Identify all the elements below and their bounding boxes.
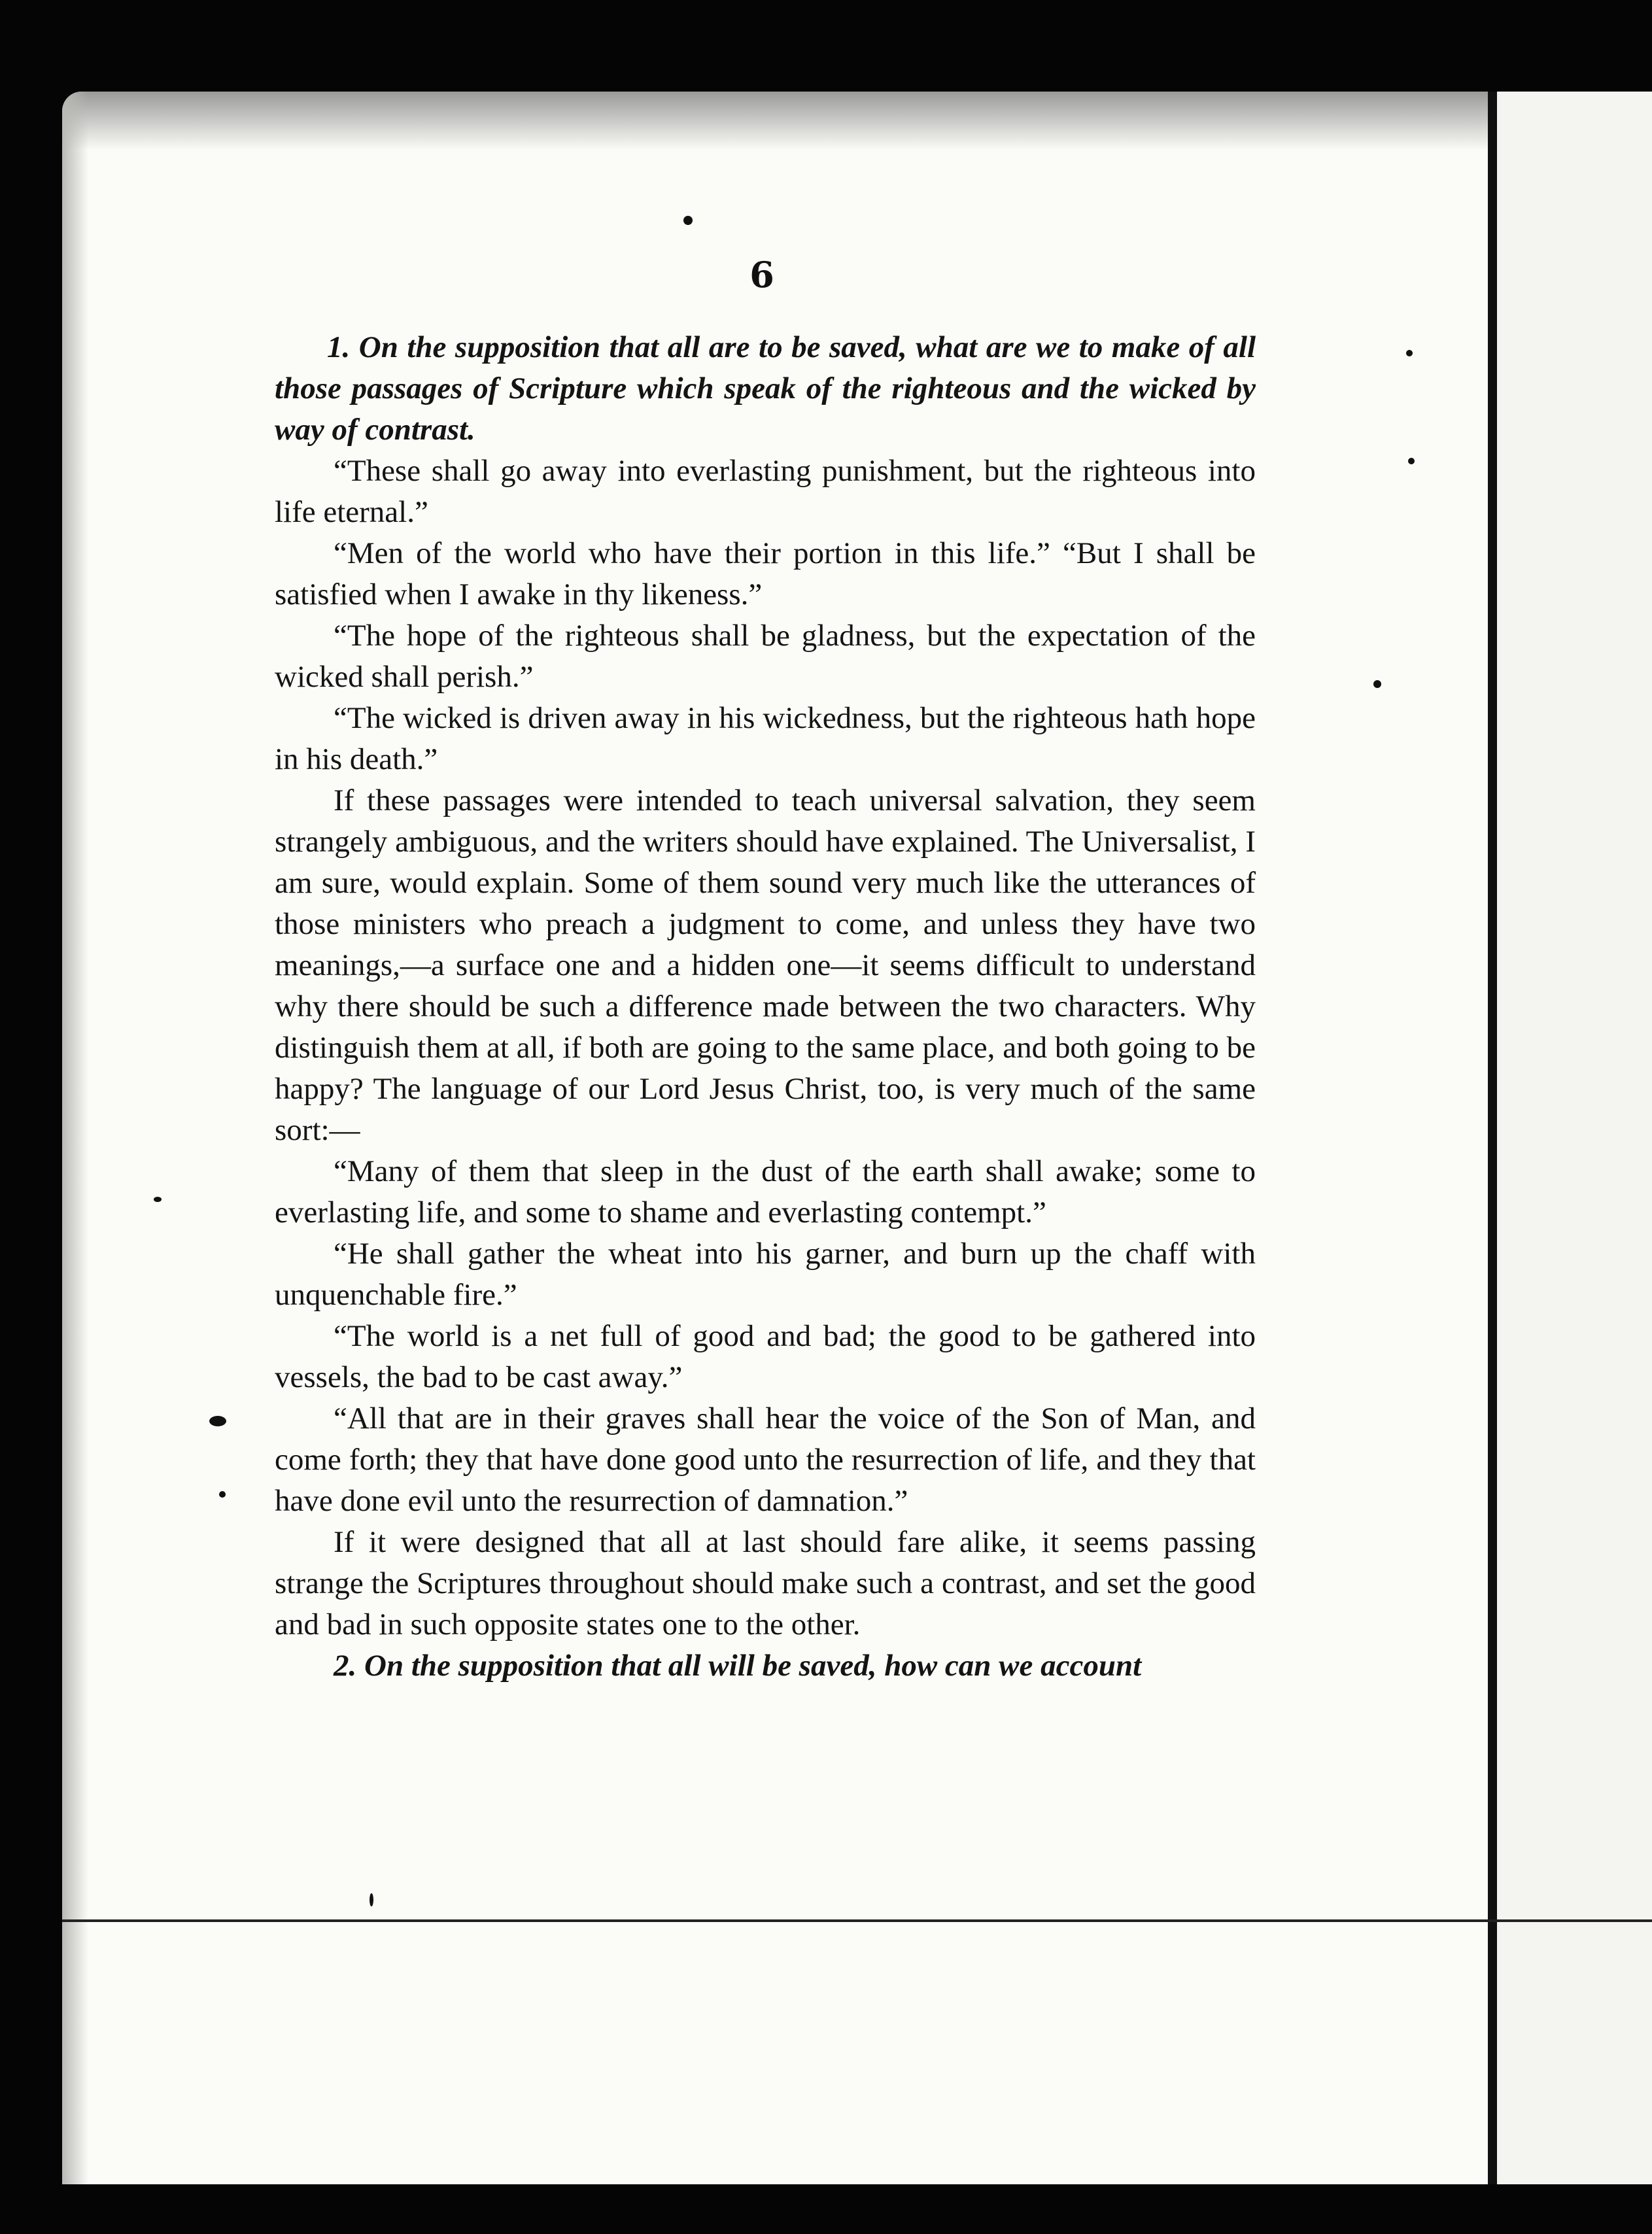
gutter-line	[1488, 92, 1497, 2184]
scripture-quote: “These shall go away into everlasting punishment, but the righteous into life eternal.”	[275, 454, 1256, 529]
dust-speck	[370, 1893, 373, 1906]
scripture-quote: “Men of the world who have their portion in this life.” “But I shall be satisfied when I awake in thy likeness.”	[275, 536, 1256, 611]
question-heading: 1. On the supposition that all are to be saved, what are we to make of all those passages of Scripture which speak of the righteous and the wicked by way of contrast.	[275, 330, 1256, 447]
scripture-quote: “The hope of the righteous shall be gladness, but the expectation of the wicked shall perish.”	[275, 619, 1256, 694]
dust-speck	[1373, 680, 1381, 688]
scripture-quote: “He shall gather the wheat into his garner, and burn up the chaff with unquenchable fire.”	[275, 1237, 1256, 1312]
page-number: 6	[749, 254, 774, 296]
page-left-shadow	[62, 92, 88, 2184]
page-top-shadow	[62, 92, 1652, 150]
body-paragraph: If these passages were intended to teach universal salvation, they seem strangely ambiguous, and the writers should have explained. The Universalist, I am sure, would explain. Some of them sound very much like the utterances of those ministers who preach a judgment to come, and unless they have two meanings,—a surface one and a hidden one—it seems difficult to understand why there should be such a difference made between the two characters. Why distinguish them at all, if both are going to the same place, and both going to be happy? The language of our Lord Jesus Christ, too, is very much of the same sort:—	[275, 783, 1256, 1147]
dust-speck	[1406, 350, 1413, 356]
scripture-quote: “All that are in their graves shall hear the voice of the Son of Man, and come forth; they that have done good unto the resurrection of life, and they that have done evil unto the resurrection of damnation.”	[275, 1401, 1256, 1518]
question-heading: 2. On the supposition that all will be saved, how can we account	[334, 1649, 1142, 1683]
body-paragraph: If it were designed that all at last should fare alike, it seems passing strange the Scriptures throughout should make such a contrast, and set the good and bad in such opposite states one to the other.	[275, 1525, 1256, 1641]
scripture-quote: “The world is a net full of good and bad; the good to be gathered into vessels, the bad to be cast away.”	[275, 1319, 1256, 1394]
scripture-quote: “Many of them that sleep in the dust of the earth shall awake; some to everlasting life, and some to shame and everlasting contempt.”	[275, 1154, 1256, 1229]
scripture-quote: “The wicked is driven away in his wickedness, but the righteous hath hope in his death.”	[275, 701, 1256, 776]
dust-speck	[154, 1197, 162, 1202]
facing-page-edge	[1497, 92, 1652, 2184]
dust-speck	[209, 1416, 226, 1426]
dust-speck	[683, 216, 693, 225]
dust-speck	[219, 1491, 226, 1498]
dust-speck	[1408, 458, 1415, 464]
body-text	[275, 327, 1256, 1687]
bottom-rule	[62, 1919, 1652, 1922]
